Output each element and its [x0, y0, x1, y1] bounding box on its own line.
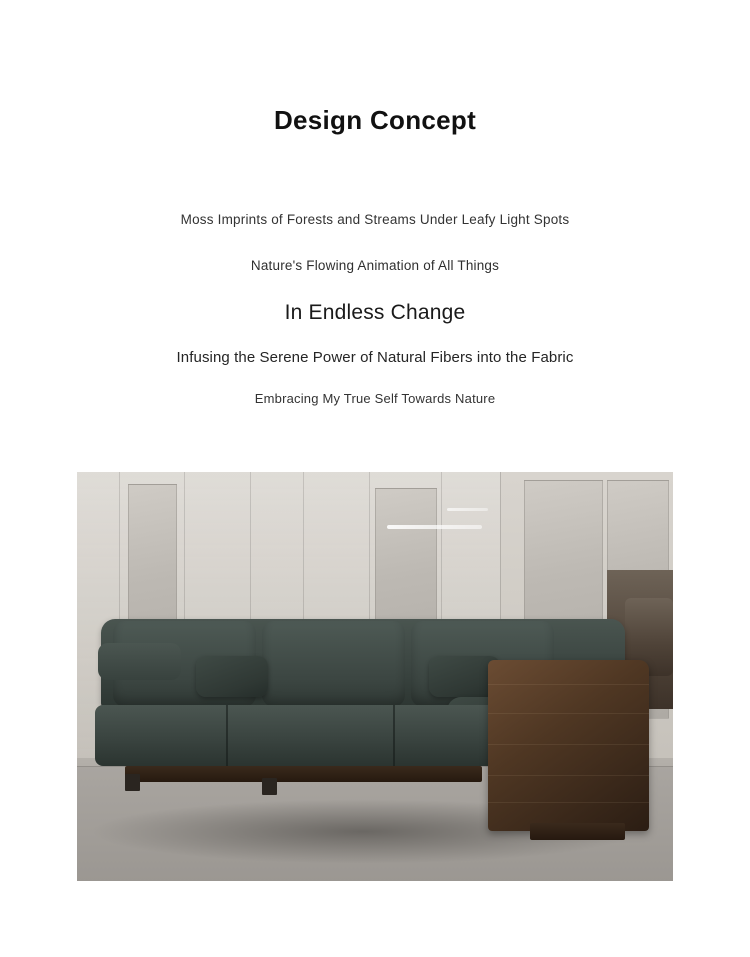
wood-plinth: [125, 766, 483, 782]
sofa-armrest-left: [98, 643, 181, 680]
throw-pillow-left: [196, 656, 268, 697]
page-title: Design Concept: [273, 105, 477, 135]
seat-split-2: [393, 705, 395, 766]
wood-grain-line: [488, 684, 649, 685]
back-cushion-2: [262, 621, 405, 707]
concept-line-5: Embracing My True Self Towards Nature: [254, 391, 496, 407]
wood-grain-line: [488, 775, 649, 776]
wood-armrest-right: [488, 660, 649, 832]
concept-text-block: [0, 211, 750, 408]
wood-grain-line: [488, 744, 649, 745]
ceiling-light-strip-small: [447, 508, 489, 511]
product-photo: [77, 472, 673, 881]
ceiling-light-strip: [387, 525, 482, 529]
product-photo-scene: [77, 472, 673, 881]
concept-line-1: Moss Imprints of Forests and Streams Under Leafy Light Spots: [180, 212, 570, 228]
concept-line-2: Nature's Flowing Animation of All Things: [250, 258, 500, 274]
sofa-leg-mid: [262, 778, 277, 794]
concept-line-3: In Endless Change: [284, 300, 466, 324]
wood-grain-line: [488, 713, 649, 714]
wood-grain-line: [488, 802, 649, 803]
concept-line-4: Infusing the Serene Power of Natural Fibers into the Fabric: [176, 349, 574, 367]
seat-split-1: [226, 705, 228, 766]
sofa-leg-left: [125, 774, 140, 790]
wood-foot-right: [530, 823, 625, 839]
